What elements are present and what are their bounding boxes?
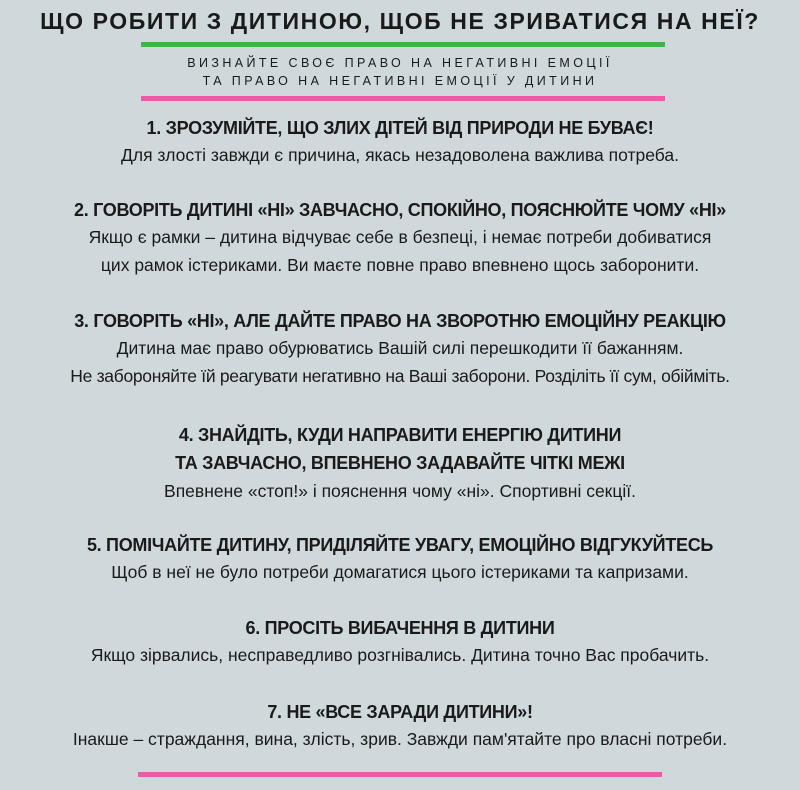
- tip-4-text: Впевнене «стоп!» і пояснення чому «ні». Спортивні секції.: [164, 481, 636, 501]
- tip-7-text: Інакше – страждання, вина, злість, зрив. Завжди пам'ятайте про власні потреби.: [72, 729, 728, 749]
- green-divider: [141, 42, 665, 47]
- tip-5-text: Щоб в неї не було потреби домагатися цього істериками та капризами.: [111, 562, 689, 582]
- tip-2-text-1: Якщо є рамки – дитина відчуває себе в безпеці, і немає потреби добиватися: [88, 227, 712, 247]
- tip-1: [0, 115, 800, 169]
- tip-7: [0, 699, 800, 753]
- tip-3-heading: 3. ГОВОРІТЬ «НІ», АЛЕ ДАЙТЕ ПРАВО НА ЗВОРОТНЮ ЕМОЦІЙНУ РЕАКЦІЮ: [74, 311, 726, 331]
- pink-divider-top: [141, 96, 665, 101]
- tip-7-heading: 7. НЕ «ВСЕ ЗАРАДИ ДИТИНИ»!: [267, 702, 533, 722]
- tip-3: [0, 308, 800, 390]
- tip-4-heading-1: 4. ЗНАЙДІТЬ, КУДИ НАПРАВИТИ ЕНЕРГІЮ ДИТИНИ: [178, 425, 622, 445]
- pink-divider-bottom: [138, 772, 662, 777]
- tip-2: [0, 197, 800, 279]
- tip-2-heading: 2. ГОВОРІТЬ ДИТИНІ «НІ» ЗАВЧАСНО, СПОКІЙНО, ПОЯСНЮЙТЕ ЧОМУ «НІ»: [74, 200, 726, 220]
- page-title: ЩО РОБИТИ З ДИТИНОЮ, ЩОБ НЕ ЗРИВАТИСЯ НА НЕЇ?: [40, 8, 760, 34]
- subtitle: [0, 54, 800, 90]
- tip-4: [0, 421, 800, 505]
- tip-5: [0, 532, 800, 586]
- subtitle-line-2: ТА ПРАВО НА НЕГАТИВНІ ЕМОЦІЇ У ДИТИНИ: [202, 74, 598, 88]
- tip-6-heading: 6. ПРОСІТЬ ВИБАЧЕННЯ В ДИТИНИ: [245, 618, 555, 638]
- tip-2-text-2: цих рамок істериками. Ви маєте повне право впевнено щось заборонити.: [100, 255, 700, 275]
- tip-3-text-1: Дитина має право обурюватись Вашій силі перешкодити її бажанням.: [116, 338, 684, 358]
- tip-1-text: Для злості завжди є причина, якась незадоволена важлива потреба.: [121, 145, 679, 165]
- subtitle-line-1: ВИЗНАЙТЕ СВОЄ ПРАВО НА НЕГАТИВНІ ЕМОЦІЇ: [187, 56, 613, 70]
- tip-5-heading: 5. ПОМІЧАЙТЕ ДИТИНУ, ПРИДІЛЯЙТЕ УВАГУ, ЕМОЦІЙНО ВІДГУКУЙТЕСЬ: [86, 535, 714, 555]
- tip-6-text: Якщо зірвались, несправедливо розгнівались. Дитина точно Вас пробачить.: [90, 645, 710, 665]
- tip-6: [0, 615, 800, 669]
- tip-4-heading-2: ТА ЗАВЧАСНО, ВПЕВНЕНО ЗАДАВАЙТЕ ЧІТКІ МЕЖІ: [175, 453, 625, 473]
- tip-1-heading: 1. ЗРОЗУМІЙТЕ, ЩО ЗЛИХ ДІТЕЙ ВІД ПРИРОДИ НЕ БУВАЄ!: [146, 118, 654, 138]
- tip-3-text-2: Не забороняйте їй реагувати негативно на Ваші заборони. Розділіть її сум, обійміть.: [70, 366, 730, 386]
